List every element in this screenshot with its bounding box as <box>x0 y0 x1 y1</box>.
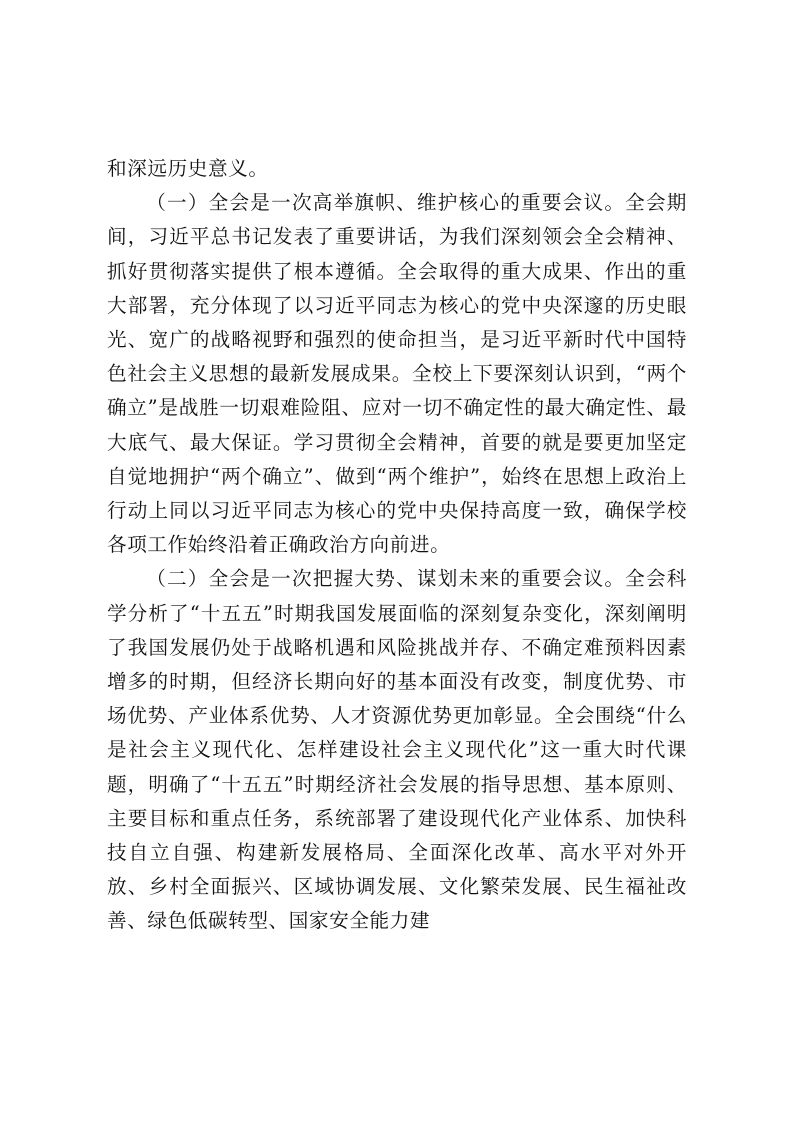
paragraph-section-two: （二）全会是一次把握大势、谋划未来的重要会议。全会科学分析了“十五五”时期我国发展面临的深刻复杂变化，深刻阐明了我国发展仍处于战略机遇和风险挑战并存、不确定难预料因素增多的时期，但经济长期向好的基本面没有改变，制度优势、市场优势、产业体系优势、人才资源优势更加彰显。全会围绕“什么是社会主义现代化、怎样建设社会主义现代化”这一重大时代课题，明确了“十五五”时期经济社会发展的指导思想、基本原则、主要目标和重点任务，系统部署了建设现代化产业体系、加快科技自立自强、构建新发展格局、全面深化改革、高水平对外开放、乡村全面振兴、区域协调发展、文化繁荣发展、民生福祉改善、绿色低碳转型、国家安全能力建 <box>107 567 687 933</box>
document-body <box>107 152 687 939</box>
paragraph-section-one: （一）全会是一次高举旗帜、维护核心的重要会议。全会期间，习近平总书记发表了重要讲话，为我们深刻领会全会精神、抓好贯彻落实提供了根本遵循。全会取得的重大成果、作出的重大部署，充分体现了以习近平同志为核心的党中央深邃的历史眼光、宽广的战略视野和强烈的使命担当，是习近平新时代中国特色社会主义思想的最新发展成果。全校上下要深刻认识到，“两个确立”是战胜一切艰难险阻、应对一切不确定性的最大确定性、最大底气、最大保证。学习贯彻全会精神，首要的就是要更加坚定自觉地拥护“两个确立”、做到“两个维护”，始终在思想上政治上行动上同以习近平同志为核心的党中央保持高度一致，确保学校各项工作始终沿着正确政治方向前进。 <box>107 191 687 557</box>
paragraph-continuation: 和深远历史意义。 <box>107 157 269 180</box>
